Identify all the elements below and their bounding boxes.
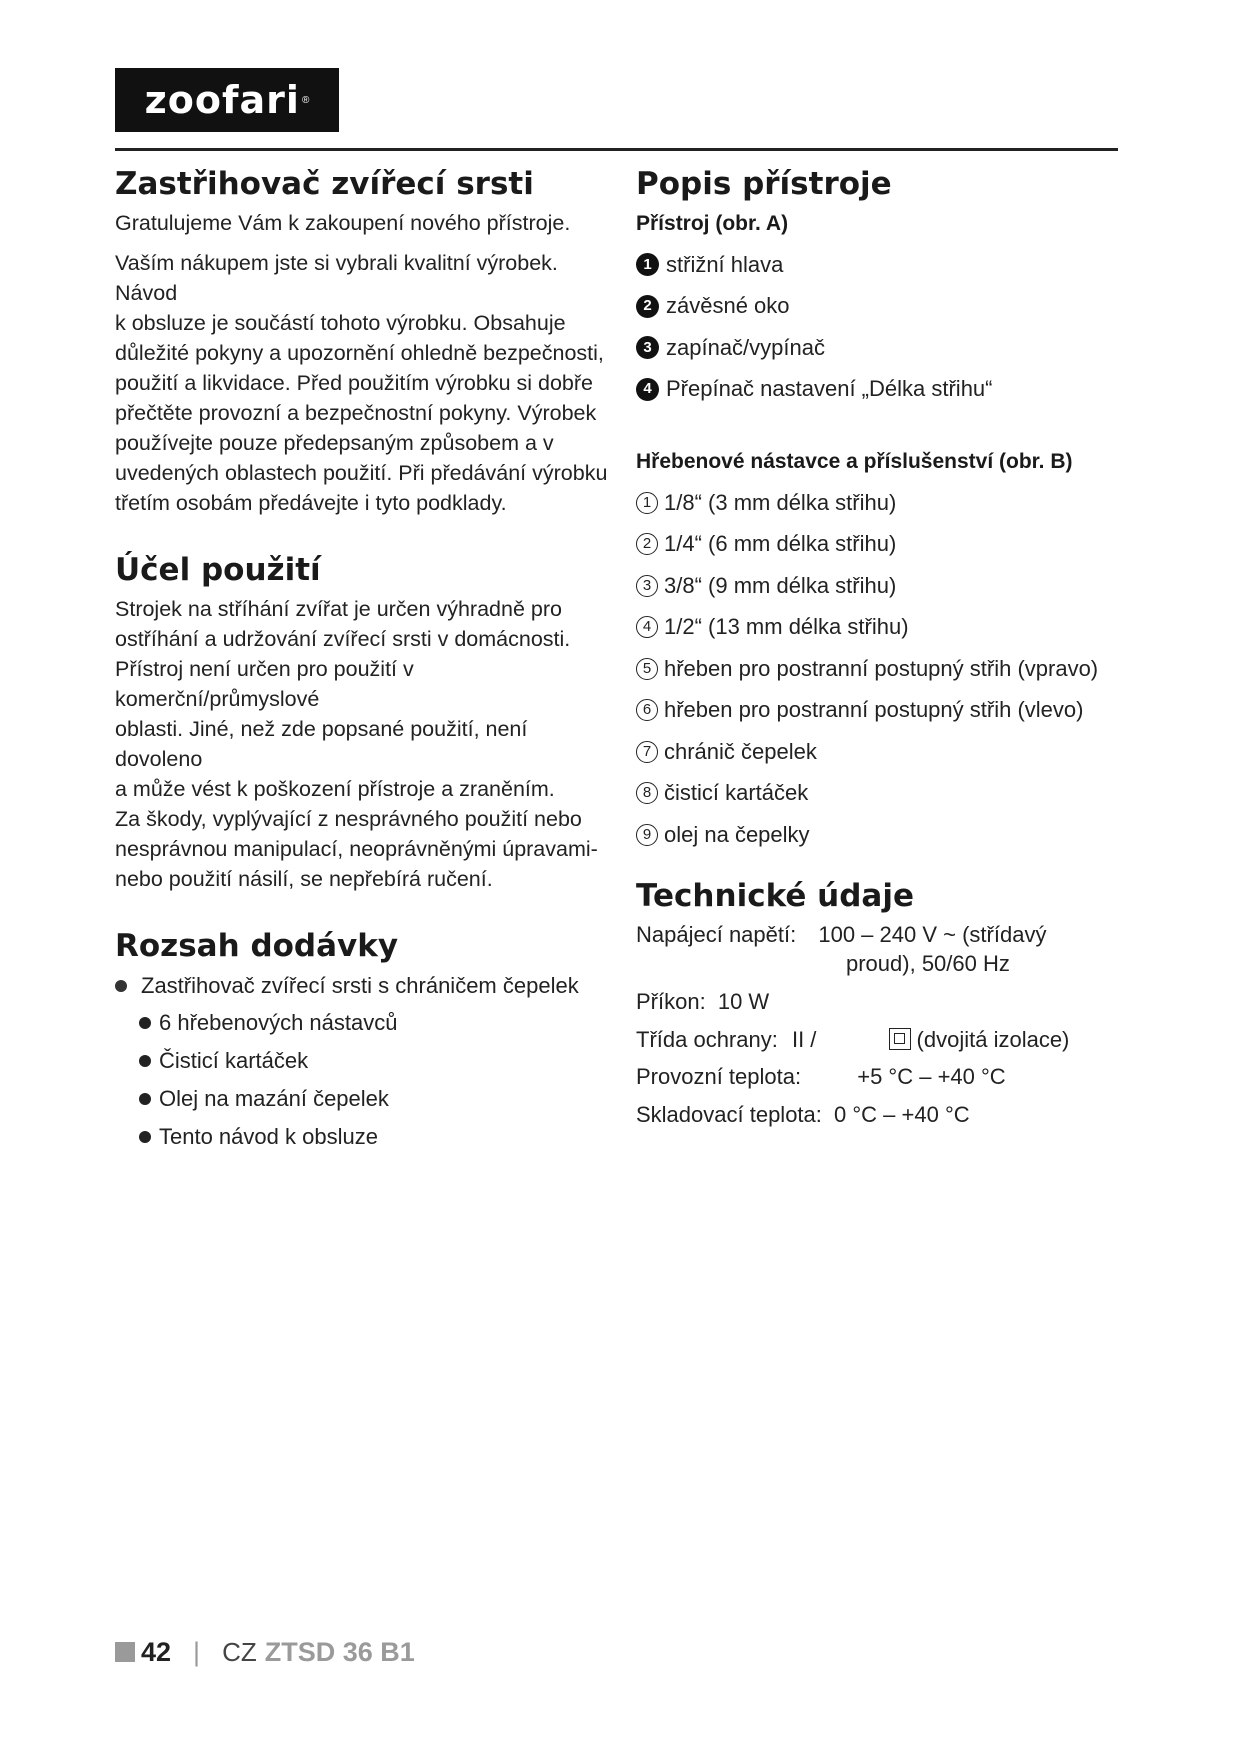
intro-paragraph [115, 248, 610, 518]
subheading-device: Přístroj (obr. A) [636, 212, 789, 235]
paragraph-line: třetím osobám předávejte i tyto podklady. [115, 491, 507, 515]
spec-label: Napájecí napětí: [636, 921, 797, 947]
footer-separator: | [193, 1636, 201, 1667]
part-label: střižní hlava [666, 251, 784, 277]
list-item [139, 1004, 610, 1042]
circled-number-icon: 8 [636, 782, 658, 804]
spec-voltage [636, 920, 1116, 949]
accessory-item [636, 773, 1116, 815]
part-item [636, 327, 1116, 369]
part-label: zapínač/vypínač [666, 334, 825, 360]
accessory-label: hřeben pro postranní postupný střih (vpravo) [664, 655, 1099, 681]
paragraph-line: ostříhání a udržování zvířecí srsti v domácnosti. [115, 627, 571, 651]
accessory-label: chránič čepelek [664, 738, 817, 764]
paragraph-line: přečtěte provozní a bezpečnostní pokyny. Výrobek [115, 401, 597, 425]
part-item [636, 286, 1116, 328]
number-1-icon: 1 [636, 253, 659, 276]
accessory-item [636, 648, 1116, 690]
heading-intended-use: Účel použití [115, 552, 321, 588]
intended-use-paragraph [115, 594, 610, 894]
delivery-main-item [115, 968, 610, 1004]
delivery-main-item-text: Zastřihovač zvířecí srsti s chráničem čepelek [141, 973, 579, 998]
circled-number-icon: 7 [636, 741, 658, 763]
number-2-icon: 2 [636, 295, 659, 318]
spec-voltage-cont [636, 949, 1116, 978]
header-rule [115, 148, 1118, 151]
accessory-label: hřeben pro postranní postupný střih (vlevo) [664, 697, 1084, 723]
accessory-label: čisticí kartáček [664, 780, 809, 806]
heading-technical-data: Technické údaje [636, 877, 915, 914]
spec-value: proud), 50/60 Hz [846, 950, 1010, 976]
paragraph-line: uvedených oblastech použití. Při předávání výrobku [115, 461, 608, 485]
spec-value: 10 W [717, 988, 770, 1014]
footer-model: ZTSD 36 B1 [264, 1636, 415, 1667]
paragraph-line: používejte pouze předepsaným způsobem a v [115, 431, 554, 455]
paragraph-line: použití a likvidace. Před použitím výrobku si dobře [115, 371, 594, 395]
left-column [115, 160, 610, 1156]
list-item [139, 1042, 610, 1080]
number-3-icon: 3 [636, 336, 659, 359]
heading-device-description: Popis přístroje [636, 166, 892, 202]
bullet-icon [139, 1131, 151, 1143]
accessory-item [636, 565, 1116, 607]
paragraph-line: Přístroj není určen pro použití v komerční/průmyslové [115, 657, 414, 711]
paragraph-line: k obsluze je součástí tohoto výrobku. Obsahuje [115, 311, 566, 335]
spec-value: 100 – 240 V ~ (střídavý [818, 921, 1047, 947]
footer-square-icon [115, 1642, 135, 1662]
paragraph-line: oblasti. Jiné, než zde popsané použití, není dovoleno [115, 717, 528, 771]
part-item [636, 244, 1116, 286]
right-column [636, 160, 1116, 1129]
paragraph-line: a může vést k poškození přístroje a zraněním. [115, 777, 555, 801]
page-footer [115, 1634, 415, 1670]
paragraph-line: Strojek na stříhání zvířat je určen výhradně pro [115, 597, 562, 621]
logo-text: zoofari [144, 78, 300, 122]
circled-number-icon: 5 [636, 658, 658, 680]
accessory-item [636, 482, 1116, 524]
spec-operating-temp [636, 1062, 1116, 1091]
spec-label: Třída ochrany: [636, 1026, 778, 1052]
paragraph-line: nesprávnou manipulací, neoprávněnými úpravami- [115, 837, 598, 861]
circled-number-icon: 1 [636, 492, 658, 514]
part-item [636, 369, 1116, 411]
accessory-item [636, 731, 1116, 773]
part-label: Přepínač nastavení „Délka střihu“ [666, 376, 993, 402]
delivery-sub-list [115, 1004, 610, 1156]
bullet-icon [139, 1055, 151, 1067]
accessory-item [636, 607, 1116, 649]
paragraph-line: nebo použití násilí, se nepřebírá ručení. [115, 867, 493, 891]
bullet-icon [115, 980, 127, 992]
spec-value: 0 °C – +40 °C [834, 1101, 970, 1127]
accessory-label: 1/8“ (3 mm délka střihu) [664, 489, 897, 515]
circled-number-icon: 2 [636, 533, 658, 555]
heading-scope-of-delivery: Rozsah dodávky [115, 928, 399, 964]
brand-logo [115, 68, 339, 132]
spec-label: Provozní teplota: [636, 1063, 802, 1089]
accessory-label: 1/4“ (6 mm délka střihu) [664, 531, 897, 557]
list-item-text: Tento návod k obsluze [159, 1124, 378, 1149]
list-item [139, 1080, 610, 1118]
part-label: závěsné oko [666, 293, 790, 319]
paragraph-line: důležité pokyny a upozornění ohledně bezpečnosti, [115, 341, 604, 365]
spec-note: (dvojitá izolace) [916, 1026, 1070, 1052]
list-item [139, 1118, 610, 1156]
spec-storage-temp [636, 1100, 1116, 1129]
list-item-text: 6 hřebenových nástavců [159, 1010, 398, 1035]
bullet-icon [139, 1093, 151, 1105]
bullet-icon [139, 1017, 151, 1029]
spec-label: Skladovací teplota: [636, 1101, 822, 1127]
subheading-accessories: Hřebenové nástavce a příslušenství (obr. B) [636, 450, 1073, 473]
intro-text: Gratulujeme Vám k zakoupení nového přístroje. [115, 211, 571, 235]
spec-value: +5 °C – +40 °C [857, 1063, 1006, 1089]
number-4-icon: 4 [636, 378, 659, 401]
accessory-item [636, 524, 1116, 566]
list-item-text: Olej na mazání čepelek [159, 1086, 389, 1111]
double-insulation-icon [889, 1028, 911, 1050]
spec-label: Příkon: [636, 988, 706, 1014]
list-item-text: Čisticí kartáček [159, 1048, 309, 1073]
accessory-label: olej na čepelky [664, 821, 810, 847]
spec-value: II / [791, 1026, 817, 1052]
accessory-label: 3/8“ (9 mm délka střihu) [664, 572, 897, 598]
spec-power [636, 987, 1116, 1016]
accessory-item [636, 690, 1116, 732]
accessory-item [636, 814, 1116, 856]
paragraph-line: Vaším nákupem jste si vybrali kvalitní výrobek. Návod [115, 251, 558, 305]
spec-protection-class [636, 1025, 1116, 1054]
logo-registered-mark: ® [301, 94, 310, 106]
circled-number-icon: 9 [636, 824, 658, 846]
footer-language: CZ [222, 1636, 257, 1667]
circled-number-icon: 4 [636, 616, 658, 638]
circled-number-icon: 3 [636, 575, 658, 597]
paragraph-line: Za škody, vyplývající z nesprávného použití nebo [115, 807, 582, 831]
page-number: 42 [141, 1636, 172, 1667]
accessory-label: 1/2“ (13 mm délka střihu) [664, 614, 909, 640]
heading-clipper: Zastřihovač zvířecí srsti [115, 166, 534, 202]
circled-number-icon: 6 [636, 699, 658, 721]
